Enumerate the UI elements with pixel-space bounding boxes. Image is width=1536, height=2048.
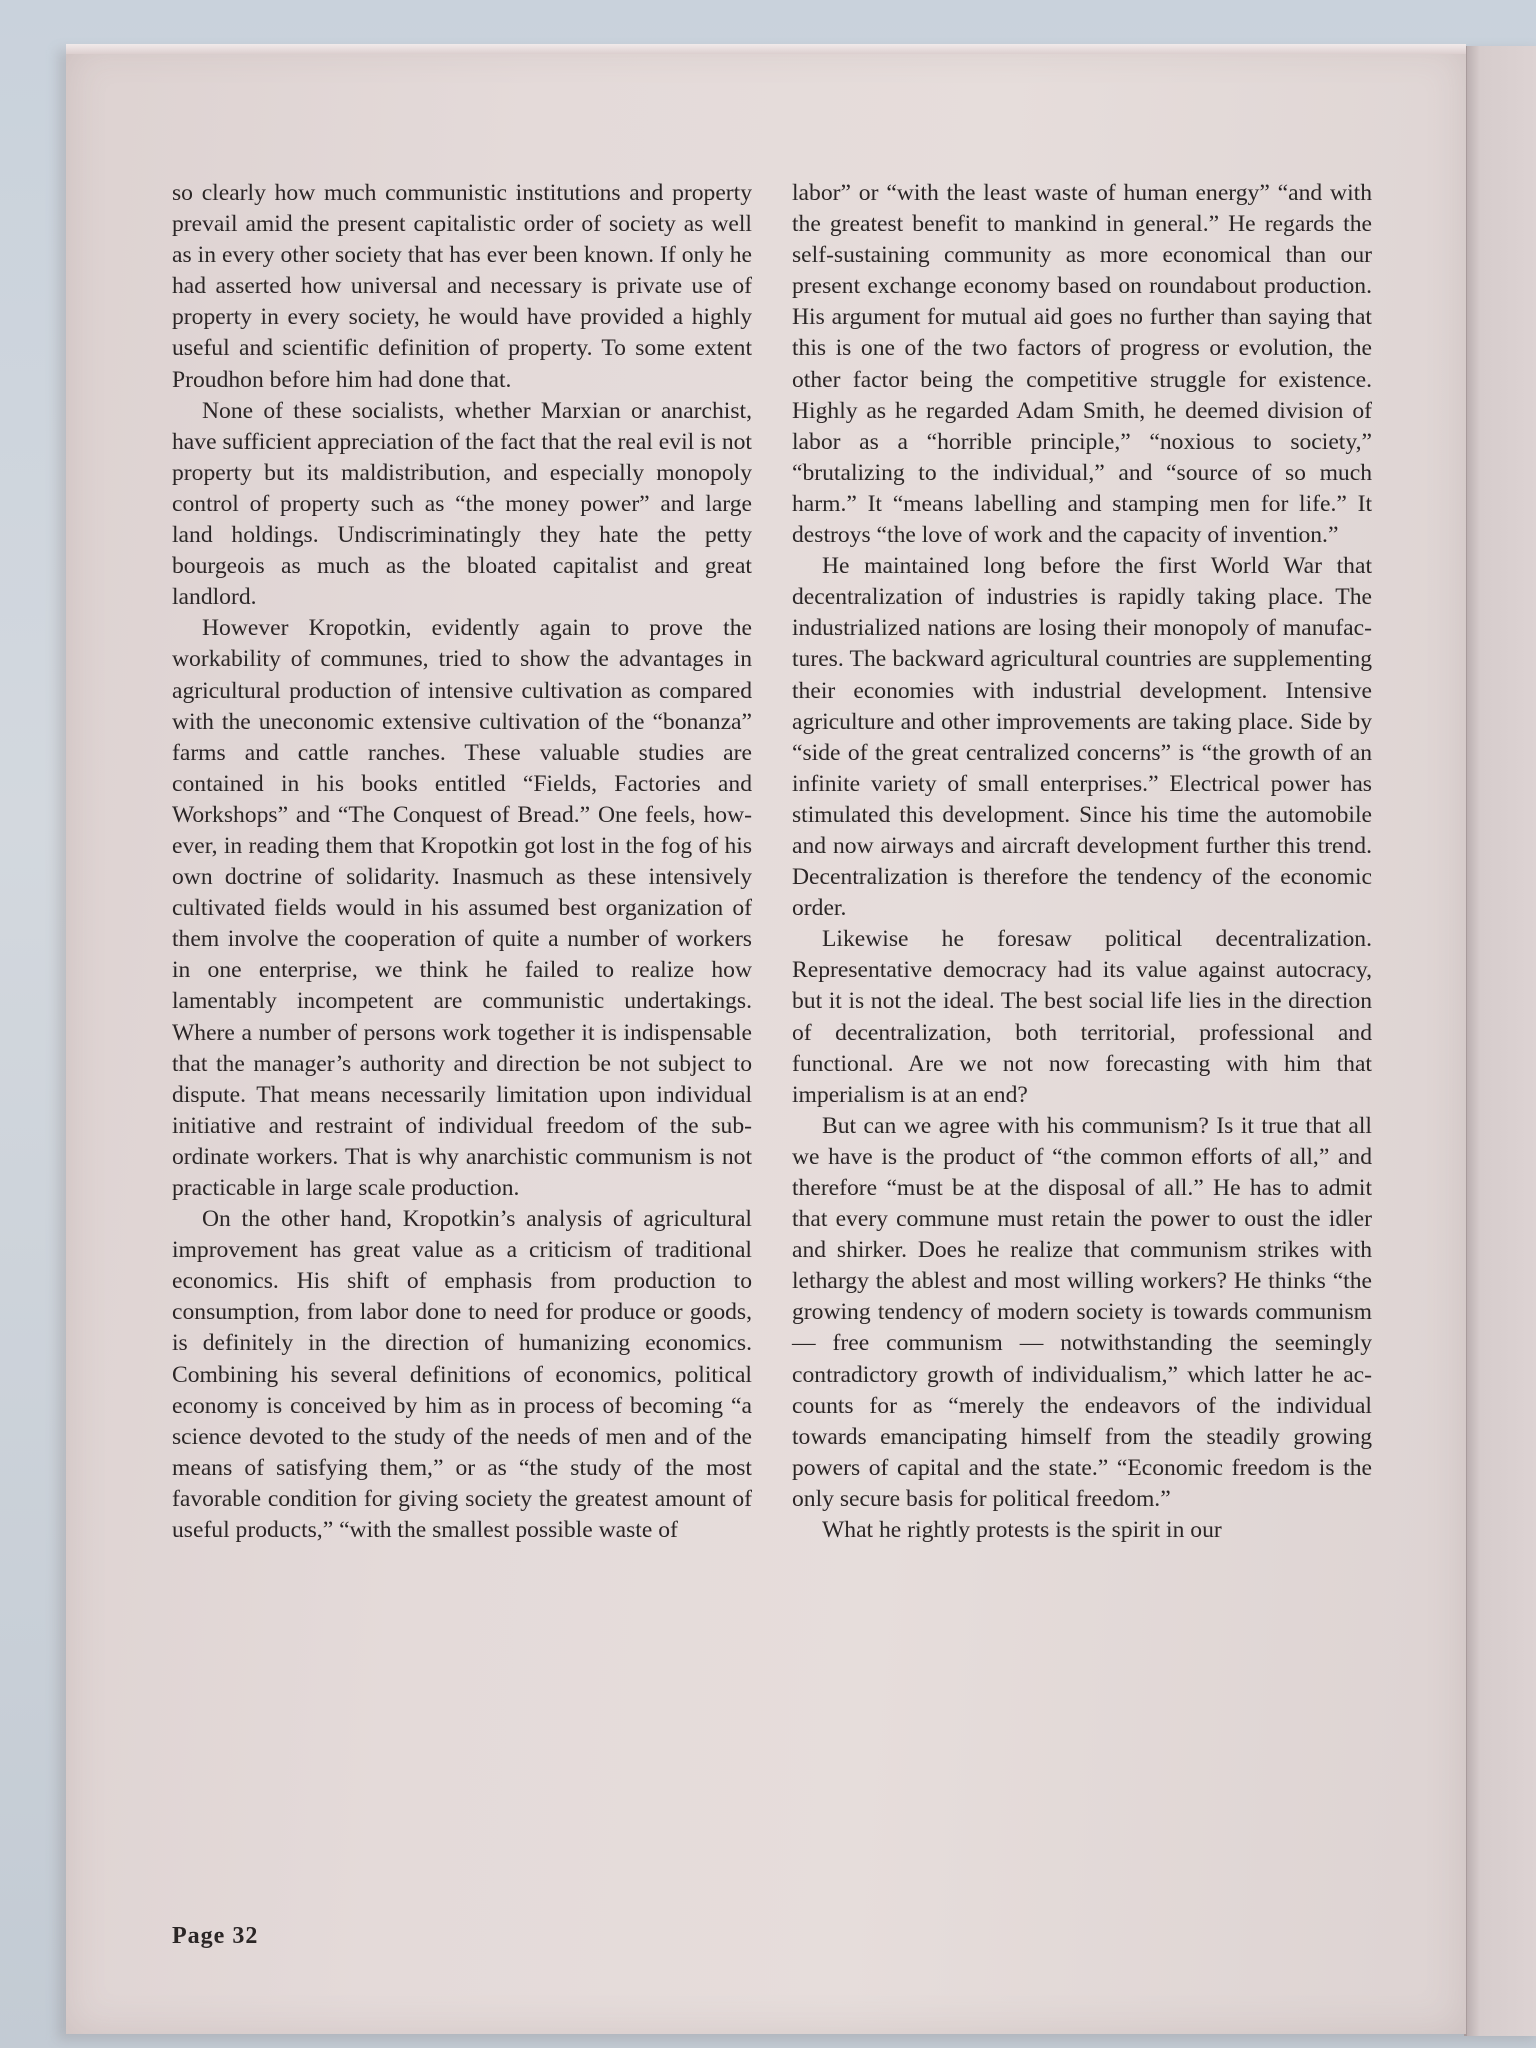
paragraph: On the other hand, Kropotkin’s analysis of agricultural improvement has great value as a criticism of traditional economics. His shift of emphasis from production to consumption, from labor done to need for produce or goods, is definitely in the direction of humanizing economics. Combining his several definitions of economics, political economy is conceived by him as in process of becoming “a science devoted to the study of the needs of men and of the means of satisfying them,” or as “the study of the most favorable condition for giving society the greatest amount of useful products,” “with the smallest possible waste of: [172, 1206, 752, 1544]
paragraph: so clearly how much communistic institutions and property prevail amid the present capitalistic order of society as well as in every other society that has ever been known. If only he had asserted how universal and necessary is private use of property in every society, he would have provided a highly useful and scientific definition of property. To some extent Proudhon before him had done that.: [172, 180, 752, 393]
paragraph: But can we agree with his communism? Is it true that all we have is the product of “the common efforts of all,” and therefore “must be at the disposal of all.” He has to admit that every commune must retain the power to oust the idler and shirker. Does he realize that communism strikes with lethargy the ablest and most willing workers? He thinks “the growing tendency of modern society is towards communism — free communism — notwithstanding the seemingly contradictory growth of individualism,” which latter he accounts for as “merely the endeavors of the individual towards emancipating himself from the steadily growing powers of capital and the state.” “Economic freedom is the only secure basis for political freedom.”: [792, 1112, 1372, 1512]
paragraph: However Kropotkin, evidently again to prove the workability of communes, tried to show the advantages in agricultural production of intensive cultivation as compared with the uneconomic extensive cultivation of the “bonanza” farms and cattle ranches. These valuable studies are contained in his books entitled “Fields, Factories and Workshops” and “The Conquest of Bread.” One feels, however, in reading them that Kropotkin got lost in the fog of his own doctrine of solidarity. Inasmuch as these intensively cultivated fields would in his assumed best organization of them involve the cooperation of quite a number of workers in one enterprise, we think he failed to realize how lamentably incompetent are communistic undertakings. Where a number of persons work together it is indispensable that the manager’s authority and direction be not subject to dispute. That means necessarily limitation upon individual initiative and restraint of individual freedom of the subordinate workers. That is why anarchistic communism is not practicable in large scale production.: [172, 615, 752, 1201]
paragraph: What he rightly protests is the spirit in our: [822, 1517, 1222, 1544]
page-number: Page 32: [172, 1923, 259, 1949]
right-text-column: [792, 178, 1372, 1546]
paragraph: Likewise he foresaw political decentralization. Representative democracy had its value against autocracy, but it is not the ideal. The best social life lies in the direction of decentralization, both territorial, professional and functional. Are we not now forecasting with him that imperialism is at an end?: [792, 926, 1372, 1108]
paragraph: He maintained long before the first World War that decentralization of industries is rapidly taking place. The industrialized nations are losing their monopoly of manufactures. The backward agricultural countries are supplementing their economies with industrial development. Intensive agriculture and other improvements are taking place. Side by “side of the great centralized concerns” is “the growth of an infinite variety of small enterprises.” Electrical power has stimulated this development. Since his time the automobile and now airways and aircraft development further this trend. Decentralization is therefore the tendency of the economic order.: [792, 553, 1372, 922]
page-top-edge: [66, 44, 1466, 54]
paragraph: None of these socialists, whether Marxian or anarchist, have sufficient appreciation of the fact that the real evil is not property but its maldistribution, and especially monopoly control of property such as “the money power” and large land holdings. Undiscriminatingly they hate the petty bourgeois as much as the bloated capitalist and great landlord.: [172, 397, 752, 611]
left-text-column: [172, 178, 752, 1546]
next-page-edge: [1466, 46, 1536, 2036]
paragraph: labor” or “with the least waste of human energy” “and with the greatest benefit to mankind in general.” He regards the self-sustaining community as more economical than our present exchange economy based on roundabout production. His argument for mutual aid goes no further than saying that this is one of the two factors of progress or evolution, the other factor being the competitive struggle for existence. Highly as he regarded Adam Smith, he deemed division of labor as a “horrible principle,” “noxious to society,” “brutalizing to the individual,” and “source of so much harm.” It “means labelling and stamping men for life.” It destroys “the love of work and the capacity of invention.”: [792, 180, 1372, 549]
